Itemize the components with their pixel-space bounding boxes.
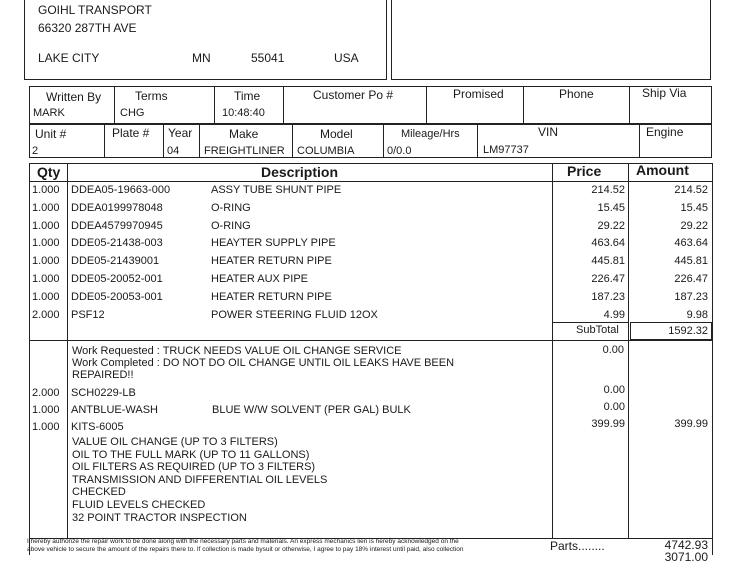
row-amount: 15.45 bbox=[680, 201, 708, 214]
labor-total-value: 3071.00 bbox=[664, 550, 708, 564]
row-price: 15.45 bbox=[597, 201, 625, 214]
time-label: Time bbox=[234, 89, 261, 103]
written-by-value: MARK bbox=[33, 107, 65, 119]
service-description: BLUE W/W SOLVENT (PER GAL) BULK bbox=[212, 404, 411, 416]
parts-total-value: 4742.93 bbox=[664, 538, 708, 552]
service-part-number: ANTBLUE-WASH bbox=[71, 404, 158, 416]
row-description: HEAYTER SUPPLY PIPE bbox=[211, 237, 336, 250]
time-value: 10:48:40 bbox=[222, 107, 265, 119]
authorization-text-2: above vehicle to secure the amount of the repairs there to. If collection is made bysuit or otherwise, I agree to pay 18% interest until paid, also collection bbox=[27, 546, 464, 553]
customer-state: MN bbox=[192, 51, 211, 65]
work-completed: Work Completed : DO NOT DO OIL CHANGE UNTIL OIL LEAKS HAVE BEEN bbox=[72, 357, 455, 369]
row-price: 29.22 bbox=[597, 219, 625, 232]
row-qty: 1.000 bbox=[32, 184, 60, 196]
row-description: POWER STEERING FLUID 12OX bbox=[211, 308, 378, 321]
engine-label: Engine bbox=[646, 125, 684, 139]
service-price: 0.00 bbox=[603, 384, 625, 396]
row-part-number: DDE05-21438-003 bbox=[71, 237, 163, 250]
row-price: 214.52 bbox=[591, 184, 625, 196]
make-value: FREIGHTLINER bbox=[204, 145, 285, 157]
row-qty: 1.000 bbox=[32, 290, 60, 303]
row-price: 187.23 bbox=[591, 290, 625, 303]
promised-label: Promised bbox=[453, 87, 504, 101]
row-amount: 226.47 bbox=[674, 273, 708, 285]
row-amount: 445.81 bbox=[674, 255, 708, 268]
service-part-number: KITS-6005 bbox=[71, 421, 124, 433]
row-amount: 29.22 bbox=[680, 219, 708, 232]
row-qty: 2.000 bbox=[32, 308, 60, 321]
customer-country: USA bbox=[334, 51, 359, 65]
row-part-number: DDEA0199978048 bbox=[71, 201, 163, 214]
row-description: O-RING bbox=[211, 219, 251, 232]
parts-total-label: Parts........ bbox=[550, 539, 605, 553]
unit-value: 2 bbox=[32, 145, 39, 157]
customer-city: LAKE CITY bbox=[38, 51, 100, 65]
row-description: HEATER RETURN PIPE bbox=[211, 290, 332, 303]
row-amount: 214.52 bbox=[674, 184, 708, 196]
labor-price: 0.00 bbox=[602, 344, 624, 356]
row-qty: 1.000 bbox=[32, 219, 60, 232]
row-part-number: DDE05-21439001 bbox=[71, 255, 160, 268]
work-requested: Work Requested : TRUCK NEEDS VALUE OIL CHANGE SERVICE bbox=[72, 345, 402, 357]
kit-line: FLUID LEVELS CHECKED bbox=[72, 499, 206, 511]
plate-label: Plate # bbox=[112, 126, 150, 140]
model-label: Model bbox=[320, 127, 353, 141]
customer-name: GOIHL TRANSPORT bbox=[38, 3, 152, 17]
qty-header: Qty bbox=[37, 164, 61, 180]
kit-line: VALUE OIL CHANGE (UP TO 3 FILTERS) bbox=[72, 436, 278, 448]
make-label: Make bbox=[229, 127, 259, 141]
ship-to-box bbox=[391, 0, 711, 80]
service-price: 399.99 bbox=[591, 418, 625, 430]
row-price: 463.64 bbox=[591, 237, 625, 250]
customer-address: 66320 287TH AVE bbox=[38, 21, 137, 35]
row-description: ASSY TUBE SHUNT PIPE bbox=[211, 184, 342, 196]
year-value: 04 bbox=[167, 145, 180, 157]
unit-label: Unit # bbox=[35, 127, 67, 141]
row-amount: 463.64 bbox=[674, 237, 708, 250]
row-qty: 1.000 bbox=[32, 255, 60, 268]
model-value: COLUMBIA bbox=[297, 145, 355, 157]
row-qty: 1.000 bbox=[32, 237, 60, 250]
row-description: HEATER AUX PIPE bbox=[211, 273, 308, 285]
kit-line: OIL FILTERS AS REQUIRED (UP TO 3 FILTERS) bbox=[72, 461, 316, 474]
phone-label: Phone bbox=[559, 87, 594, 101]
service-qty: 2.000 bbox=[32, 387, 60, 399]
service-qty: 1.000 bbox=[32, 421, 60, 433]
ship-via-label: Ship Via bbox=[642, 86, 687, 100]
customer-po-label: Customer Po # bbox=[313, 88, 394, 102]
service-price: 0.00 bbox=[603, 401, 625, 413]
row-qty: 1.000 bbox=[32, 273, 60, 285]
description-header: Description bbox=[261, 164, 339, 180]
row-qty: 1.000 bbox=[32, 201, 60, 214]
amount-header: Amount bbox=[636, 162, 689, 178]
kit-line: TRANSMISSION AND DIFFERENTIAL OIL LEVELS bbox=[72, 473, 328, 486]
row-part-number: DDEA05-19663-000 bbox=[71, 184, 171, 196]
kit-line: 32 POINT TRACTOR INSPECTION bbox=[72, 511, 247, 524]
row-part-number: PSF12 bbox=[71, 308, 105, 321]
row-description: HEATER RETURN PIPE bbox=[211, 255, 332, 268]
mileage-label: Mileage/Hrs bbox=[401, 128, 460, 140]
kit-line: CHECKED bbox=[72, 486, 126, 499]
year-label: Year bbox=[168, 126, 193, 140]
authorization-text-1: I hereby authorize the repair work to be done along with the necessary parts and materials. An express mechanics lien is hereby acknowledged on the bbox=[27, 538, 459, 545]
row-price: 4.99 bbox=[603, 308, 625, 321]
row-amount: 9.98 bbox=[686, 308, 708, 321]
row-part-number: DDEA4579970945 bbox=[71, 219, 163, 232]
service-qty: 1.000 bbox=[32, 404, 60, 416]
service-part-number: SCH0229-LB bbox=[71, 387, 136, 399]
written-by-label: Written By bbox=[46, 90, 102, 104]
vin-value: LM97737 bbox=[483, 144, 529, 156]
row-price: 445.81 bbox=[591, 255, 625, 268]
kit-line: OIL TO THE FULL MARK (UP TO 11 GALLONS) bbox=[72, 448, 310, 461]
row-amount: 187.23 bbox=[674, 290, 708, 303]
mileage-value: 0/0.0 bbox=[387, 145, 412, 157]
customer-zip: 55041 bbox=[251, 51, 285, 65]
terms-label: Terms bbox=[135, 89, 168, 103]
terms-value: CHG bbox=[120, 107, 145, 119]
row-price: 226.47 bbox=[591, 273, 625, 285]
row-description: O-RING bbox=[211, 201, 251, 214]
vin-label: VIN bbox=[538, 125, 559, 139]
work-completed-cont: REPAIRED!! bbox=[72, 369, 134, 381]
row-part-number: DDE05-20052-001 bbox=[71, 273, 163, 285]
subtotal-label: SubTotal bbox=[576, 324, 619, 336]
subtotal-value: 1592.32 bbox=[668, 325, 708, 337]
service-amount: 399.99 bbox=[674, 418, 708, 430]
row-part-number: DDE05-20053-001 bbox=[71, 290, 163, 303]
price-header: Price bbox=[567, 163, 602, 179]
